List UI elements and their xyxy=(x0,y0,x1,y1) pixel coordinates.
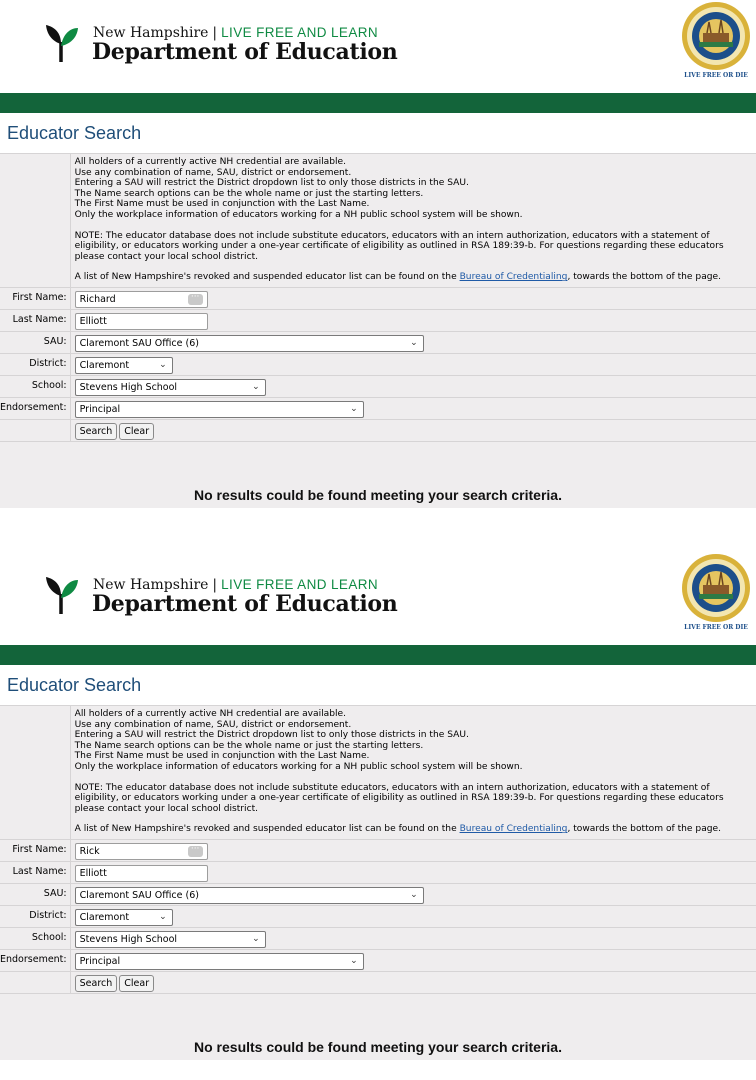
green-band xyxy=(0,93,756,113)
first-name-value: Rick xyxy=(79,845,100,857)
state-name: New Hampshire xyxy=(93,577,209,593)
info-label-cell xyxy=(0,154,70,288)
sprout-icon xyxy=(44,574,78,616)
sau-cell xyxy=(70,331,756,353)
revoked-prefix: A list of New Hampshire's revoked and suspended educator list can be found on the xyxy=(74,272,460,283)
chevron-down-icon: ⌄ xyxy=(350,403,358,414)
title-bar xyxy=(0,665,756,705)
info-note: NOTE: The educator database does not include substitute educators, educators with an intern authorization, educators with a statement of eligibility, or educators working under a one-year certificate of eligibility as outlined in RSA 189:39-b. For questions regarding these educators please contact your local school district. xyxy=(74,230,724,262)
first-name-cell xyxy=(70,839,756,861)
header-separator: | xyxy=(212,25,218,41)
no-results-message: No results could be found meeting your search criteria. xyxy=(194,487,562,504)
endorsement-row xyxy=(0,397,756,419)
department-name: Department of Education xyxy=(92,591,398,617)
info-revoked xyxy=(75,824,752,835)
first-name-label: First Name: xyxy=(0,287,70,309)
motto: LIVE FREE AND LEARN xyxy=(221,577,379,592)
endorsement-label: Endorsement: xyxy=(0,949,70,971)
endorsement-row xyxy=(0,949,756,971)
school-value: Stevens High School xyxy=(79,933,178,945)
school-select[interactable] xyxy=(75,379,266,396)
endorsement-value: Principal xyxy=(79,403,121,415)
seal-motto: LIVE FREE OR DIE xyxy=(684,624,748,631)
search-button[interactable]: Search xyxy=(75,975,118,992)
info-line: Entering a SAU will restrict the District dropdown list to only those districts in the SAU. xyxy=(74,730,469,741)
buttons-row xyxy=(0,419,756,441)
sau-value: Claremont SAU Office (6) xyxy=(79,337,199,349)
search-button[interactable]: Search xyxy=(75,423,118,440)
department-name: Department of Education xyxy=(92,39,398,65)
info-label-cell xyxy=(0,706,70,840)
buttons-label-cell xyxy=(0,971,70,993)
info-line: The First Name must be used in conjunction with the Last Name. xyxy=(74,199,370,210)
search-form xyxy=(0,705,756,993)
first-name-value: Richard xyxy=(79,293,116,305)
chevron-down-icon: ⌄ xyxy=(252,933,260,944)
chevron-down-icon: ⌄ xyxy=(410,337,418,348)
sau-row xyxy=(0,331,756,353)
info-line: All holders of a currently active NH credential are available. xyxy=(74,157,347,167)
info-line: The Name search options can be the whole name or just the starting letters. xyxy=(74,740,424,751)
chevron-down-icon: ⌄ xyxy=(350,955,358,966)
school-cell xyxy=(70,927,756,949)
info-line: Only the workplace information of educators working for a NH public school system will be shown. xyxy=(74,209,523,220)
sau-cell xyxy=(70,883,756,905)
info-row xyxy=(0,706,756,840)
green-band xyxy=(0,645,756,665)
last-name-row xyxy=(0,309,756,331)
info-line: Use any combination of name, SAU, district or endorsement. xyxy=(74,167,352,178)
results-area xyxy=(0,993,756,1060)
state-seal-icon xyxy=(679,0,753,80)
first-name-label: First Name: xyxy=(0,839,70,861)
district-select[interactable] xyxy=(75,909,173,926)
chevron-down-icon: ⌄ xyxy=(159,359,167,370)
school-label: School: xyxy=(0,375,70,397)
endorsement-cell xyxy=(70,949,756,971)
search-panel-2 xyxy=(0,552,756,1060)
first-name-input[interactable] xyxy=(75,291,208,308)
school-cell xyxy=(70,375,756,397)
endorsement-cell xyxy=(70,397,756,419)
autofill-dots-icon[interactable]: ··· xyxy=(188,294,203,305)
autofill-dots-icon[interactable]: ··· xyxy=(188,846,203,857)
info-note: NOTE: The educator database does not include substitute educators, educators with an intern authorization, educators with a statement of eligibility, or educators working under a one-year certificate of eligibility as outlined in RSA 189:39-b. For questions regarding these educators please contact your local school district. xyxy=(74,782,724,814)
sau-label: SAU: xyxy=(0,331,70,353)
district-cell xyxy=(70,353,756,375)
site-header xyxy=(0,552,756,645)
school-row xyxy=(0,375,756,397)
info-row xyxy=(0,154,756,288)
district-value: Claremont xyxy=(79,359,130,371)
results-area xyxy=(0,441,756,508)
first-name-cell xyxy=(70,287,756,309)
info-revoked xyxy=(75,272,752,283)
school-value: Stevens High School xyxy=(79,381,178,393)
search-form xyxy=(0,153,756,441)
buttons-label-cell xyxy=(0,419,70,441)
school-row xyxy=(0,927,756,949)
header-separator: | xyxy=(212,577,218,593)
clear-button[interactable]: Clear xyxy=(119,975,154,992)
last-name-label: Last Name: xyxy=(0,309,70,331)
buttons-cell xyxy=(70,419,756,441)
bureau-of-credentialing-link[interactable]: Bureau of Credentialing xyxy=(459,272,568,283)
chevron-down-icon: ⌄ xyxy=(410,889,418,900)
clear-button[interactable]: Clear xyxy=(119,423,154,440)
state-seal-icon xyxy=(679,552,753,632)
search-panel-1 xyxy=(0,0,756,508)
district-value: Claremont xyxy=(79,911,130,923)
page-title: Educator Search xyxy=(7,675,142,695)
district-select[interactable] xyxy=(75,357,173,374)
state-name: New Hampshire xyxy=(93,25,209,41)
last-name-cell xyxy=(70,309,756,331)
sau-row xyxy=(0,883,756,905)
last-name-input[interactable]: Elliott xyxy=(75,865,208,882)
sau-value: Claremont SAU Office (6) xyxy=(79,889,199,901)
buttons-cell xyxy=(70,971,756,993)
title-bar xyxy=(0,113,756,153)
sau-select[interactable] xyxy=(75,335,424,352)
last-name-input[interactable]: Elliott xyxy=(75,313,208,330)
instructions xyxy=(70,706,756,840)
revoked-prefix: A list of New Hampshire's revoked and suspended educator list can be found on the xyxy=(74,824,460,835)
chevron-down-icon: ⌄ xyxy=(159,911,167,922)
endorsement-select[interactable] xyxy=(75,401,364,418)
page-title: Educator Search xyxy=(7,123,142,143)
motto: LIVE FREE AND LEARN xyxy=(221,25,379,40)
last-name-cell xyxy=(70,861,756,883)
sau-label: SAU: xyxy=(0,883,70,905)
chevron-down-icon: ⌄ xyxy=(252,381,260,392)
district-cell xyxy=(70,905,756,927)
info-line: Entering a SAU will restrict the District dropdown list to only those districts in the SAU. xyxy=(74,178,469,189)
seal-motto: LIVE FREE OR DIE xyxy=(684,72,748,79)
first-name-input[interactable] xyxy=(75,843,208,860)
buttons-row xyxy=(0,971,756,993)
district-label: District: xyxy=(0,353,70,375)
instructions xyxy=(70,154,756,288)
last-name-row xyxy=(0,861,756,883)
sprout-icon xyxy=(44,22,78,64)
revoked-suffix: , towards the bottom of the page. xyxy=(567,272,722,283)
site-header xyxy=(0,0,756,93)
last-name-label: Last Name: xyxy=(0,861,70,883)
school-label: School: xyxy=(0,927,70,949)
bureau-of-credentialing-link[interactable]: Bureau of Credentialing xyxy=(459,824,568,835)
no-results-message: No results could be found meeting your search criteria. xyxy=(194,1039,562,1056)
school-select[interactable] xyxy=(75,931,266,948)
info-line: Only the workplace information of educators working for a NH public school system will be shown. xyxy=(74,761,523,772)
info-line: All holders of a currently active NH credential are available. xyxy=(74,709,347,719)
endorsement-value: Principal xyxy=(79,955,121,967)
endorsement-label: Endorsement: xyxy=(0,397,70,419)
info-line: The Name search options can be the whole name or just the starting letters. xyxy=(74,188,424,199)
first-name-row xyxy=(0,287,756,309)
info-line: Use any combination of name, SAU, district or endorsement. xyxy=(74,719,352,730)
info-line: The First Name must be used in conjunction with the Last Name. xyxy=(74,751,370,762)
endorsement-select[interactable] xyxy=(75,953,364,970)
district-row xyxy=(0,905,756,927)
district-row xyxy=(0,353,756,375)
district-label: District: xyxy=(0,905,70,927)
sau-select[interactable] xyxy=(75,887,424,904)
first-name-row xyxy=(0,839,756,861)
revoked-suffix: , towards the bottom of the page. xyxy=(567,824,722,835)
